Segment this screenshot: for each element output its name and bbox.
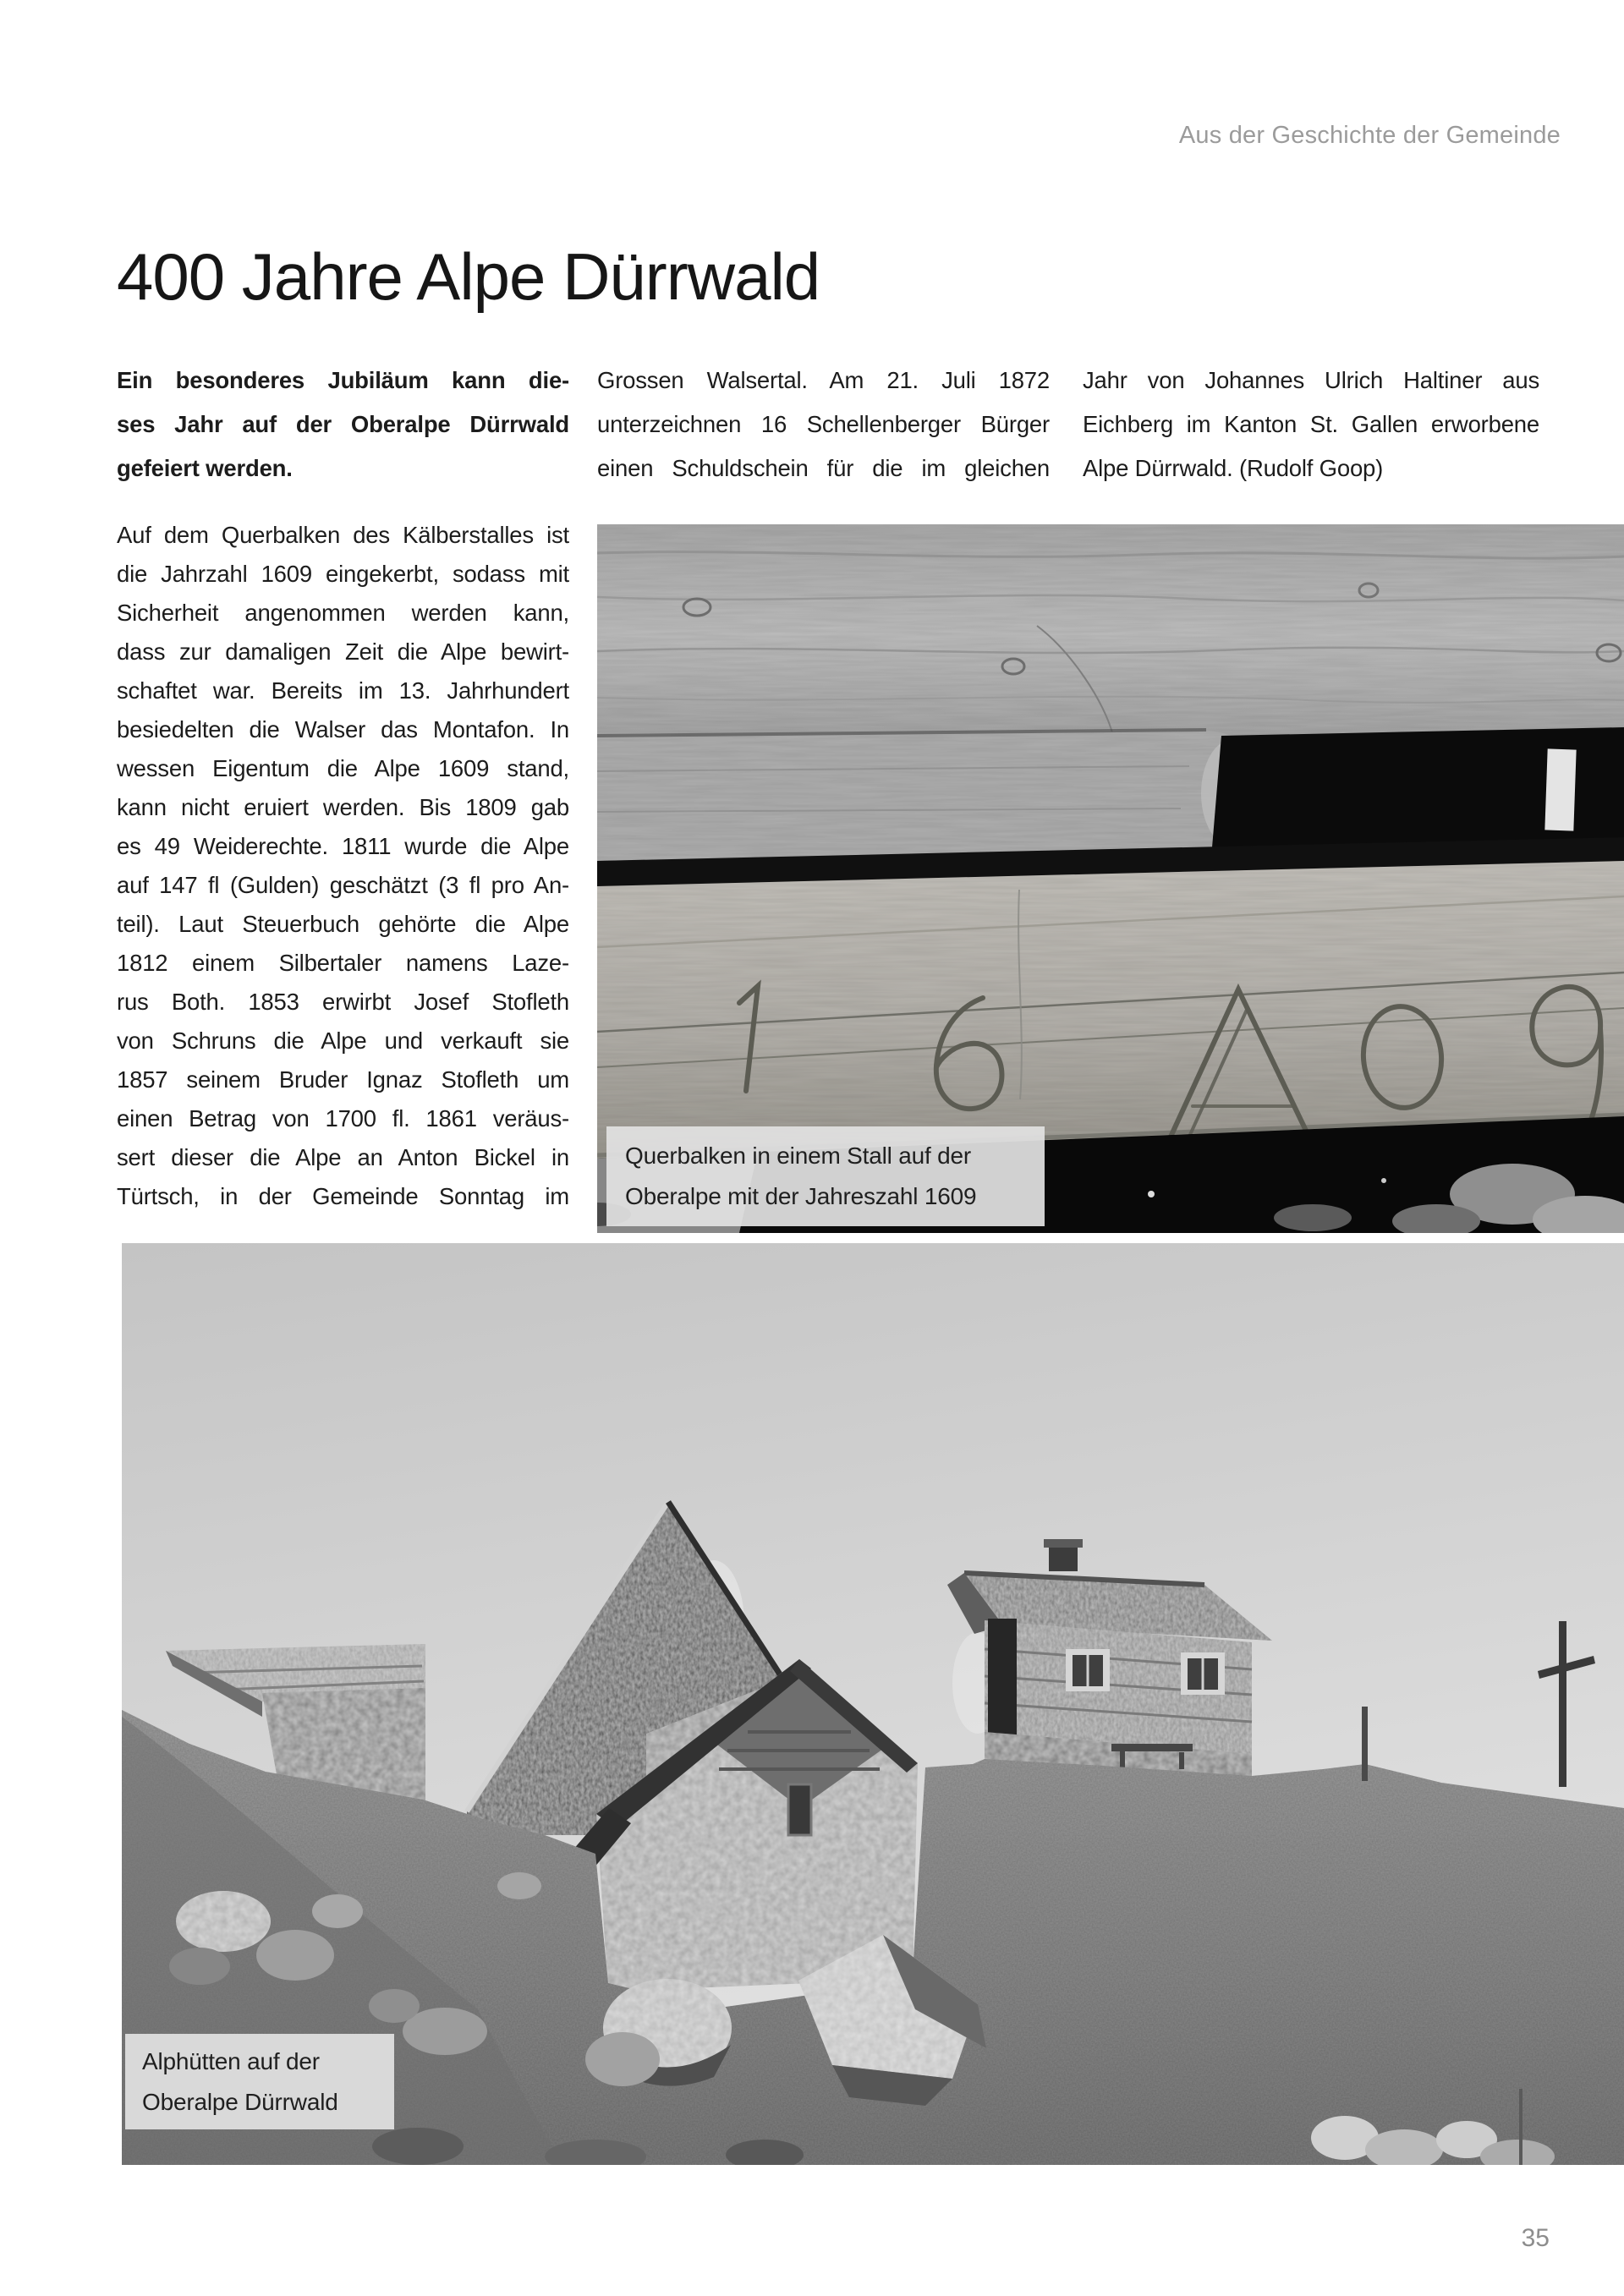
page-number: 35	[1521, 2224, 1550, 2252]
photo2-caption: Alphütten auf der Oberalpe Dürrwald	[125, 2034, 394, 2129]
plank-gap	[1211, 727, 1624, 858]
alpine-huts-illustration	[122, 1243, 1624, 2165]
section-kicker: Aus der Geschichte der Gemeinde	[1178, 122, 1561, 149]
photo-alpine-huts	[122, 1243, 1624, 2165]
cabin-window	[1181, 1652, 1225, 1695]
cabin-window	[1066, 1649, 1110, 1691]
page-title: 400 Jahre Alpe Dürrwald	[117, 239, 820, 314]
top-plank	[597, 524, 1624, 744]
intro-column-2: Grossen Walsertal. Am 21. Juli 1872 unterzeichnen 16 Schellenberger Bürger einen Schuldschein für die im gleichen	[597, 367, 1050, 481]
photo1-caption: Querbalken in einem Stall auf der Oberalpe mit der Jahreszahl 1609	[606, 1126, 1045, 1226]
fence-post	[1362, 1707, 1368, 1781]
white-post	[1544, 748, 1576, 830]
intro-column-1: Ein besonderes Jubiläum kann die- ses Jahr auf der Oberalpe Dürrwald gefeiert werden.	[117, 367, 569, 481]
article-column-1: Auf dem Querbalken des Kälberstalles ist die Jahrzahl 1609 eingekerbt, sodass mit Sicherheit angenommen werden kann, dass zur damaligen Zeit die Alpe bewirt- schaftet war. Bereits im 13. Jahrhundert besiedelten die Walser das Montafon. In wessen Eigentum die Alpe 1609 stand, kann nicht eruiert werden. Bis 1809 gab es 49 Weiderechte. 1811 wurde die Alpe auf 147 fl (Gulden) geschätzt (3 fl pro An- teil). Laut Steuerbuch gehörte die Alpe 1812 einem Silbertaler namens Laze- rus Both. 1853 erwirbt Josef Stofleth von Schruns die Alpe und verkauft sie 1857 seinem Bruder Ignaz Stofleth um einen Betrag von 1700 fl. 1861 veräus- sert dieser die Alpe an Anton Bickel in Türtsch, in der Gemeinde Sonntag im	[117, 522, 569, 1209]
main-beam	[597, 861, 1624, 1159]
middle-plank	[597, 730, 1265, 861]
intro-column-3: Jahr von Johannes Ulrich Haltiner aus Eichberg im Kanton St. Gallen erworbene Alpe Dürrwald. (Rudolf Goop)	[1083, 367, 1539, 481]
fence-post	[1519, 2089, 1522, 2165]
bench	[1111, 1744, 1193, 1751]
